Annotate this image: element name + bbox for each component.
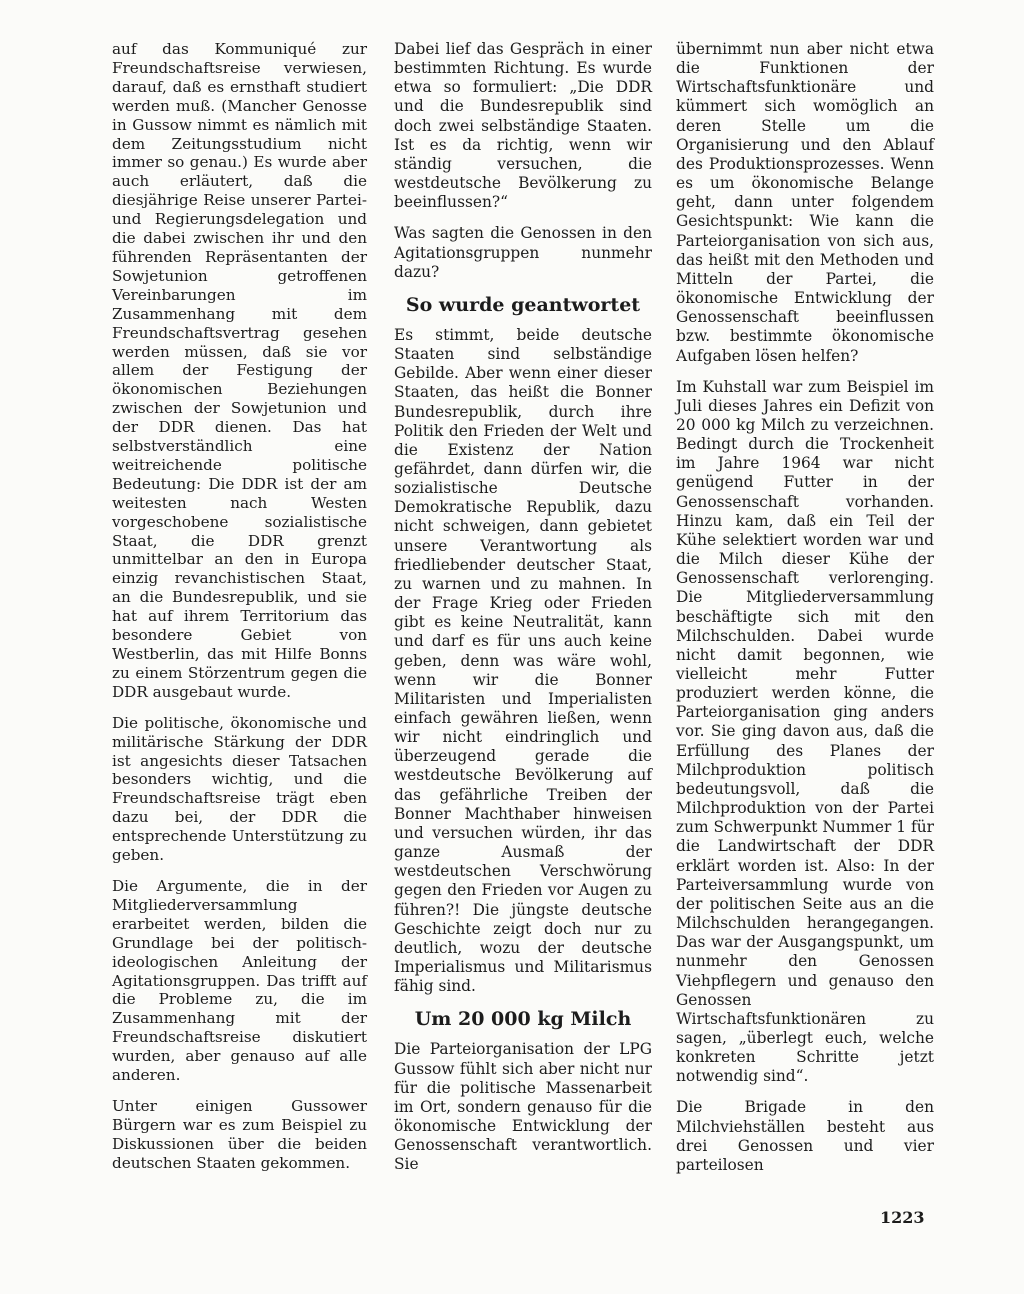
paragraph: Die Argumente, die in der Mitgliederversammlung erarbeitet werden, bilden die Grundlage bei der politisch-ideologischen Anleitung der Agitationsgruppen. Das trifft auf die Probleme zu, die im Zusammenhang mit der Freundschaftsreise diskutiert wurden, aber genauso auf alle anderen. bbox=[112, 876, 367, 1085]
section-heading: So wurde geantwortet bbox=[405, 293, 641, 316]
page-number: 1223 bbox=[880, 1208, 925, 1227]
paragraph: Was sagten die Genossen in den Agitationsgruppen nunmehr dazu? bbox=[394, 224, 652, 281]
paragraph: übernimmt nun aber nicht etwa die Funktionen der Wirtschaftsfunktionäre und kümmert sich womöglich an deren Stelle um die Organisierung und den Ablauf des Produktionsprozesses. Wenn es um ökonomische Belange geht, dann unter folgendem Gesichtspunkt: Wie kann die Parteiorganisation von sich aus, das heißt mit den Methoden und Mitteln der Partei, die ökonomische Entwicklung der Genossenschaft beeinflussen bzw. bestimmte ökonomische Aufgaben lösen helfen? bbox=[676, 40, 934, 365]
paragraph: auf das Kommuniqué zur Freundschaftsreise verwiesen, darauf, daß es ernsthaft studiert werden muß. (Mancher Genosse in Gussow nimmt es nämlich mit dem Zeitungsstudium nicht immer so genau.) Es wurde aber auch erläutert, daß die diesjährige Reise unserer Partei- und Regierungsdelegation und die dabei zwischen ihr und den führenden Repräsentanten der Sowjetunion getroffenen Vereinbarungen im Zusammenhang mit dem Freundschaftsvertrag gesehen werden müssen, daß sie vor allem der Festigung der ökonomischen Beziehungen zwischen der Sowjetunion und der DDR dienen. Das hat selbstverständlich eine weitreichende politische Bedeutung: Die DDR ist der am weitesten nach Westen vorgeschobene sozialistische Staat, die DDR grenzt unmittelbar an den in Europa einzig revanchistischen Staat, an die Bundesrepublik, und sie hat auf ihrem Territorium das besondere Gebiet von Westberlin, das mit Hilfe Bonns zu einem Störzentrum gegen die DDR ausgebaut wurde. bbox=[112, 40, 367, 701]
paragraph: Dabei lief das Gespräch in einer bestimmten Richtung. Es wurde etwa so formuliert: „Die DDR und die Bundesrepublik sind doch zwei selbständige Staaten. Ist es da richtig, wenn wir ständig versuchen, die westdeutsche Bevölkerung zu beeinflussen?“ bbox=[394, 40, 652, 212]
paragraph: Im Kuhstall war zum Beispiel im Juli dieses Jahres ein Defizit von 20 000 kg Milch zu verzeichnen. Bedingt durch die Trockenheit im Jahre 1964 war nicht genügend Futter in der Genossenschaft vorhanden. Hinzu kam, daß ein Teil der Kühe selektiert worden war und die Milch dieser Kühe der Genossenschaft verlorenging. Die Mitgliederversammlung beschäftigte sich mit den Milchschulden. Dabei wurde nicht damit begonnen, wie vielleicht mehr Futter produziert werden könne, die Parteiorganisation ging anders vor. Sie ging davon aus, daß die Erfüllung des Planes der Milchproduktion politisch bedeutungsvoll, daß die Milchproduktion von der Partei zum Schwerpunkt Nummer 1 für die Landwirtschaft der DDR erklärt worden ist. Also: In der Parteiversammlung wurde von der politischen Seite aus an die Milchschulden herangegangen. Das war der Ausgangspunkt, um nunmehr den Genossen Viehpflegern und genauso den Genossen Wirtschaftsfunktionären zu sagen, „überlegt euch, welche konkreten Schritte jetzt notwendig sind“. bbox=[676, 377, 934, 1086]
paragraph: Unter einigen Gussower Bürgern war es zum Beispiel zu Diskussionen über die beiden deutschen Staaten gekommen. bbox=[112, 1096, 367, 1172]
text-column-2 bbox=[394, 40, 652, 1186]
paragraph: Die politische, ökonomische und militärische Stärkung der DDR ist angesichts dieser Tatsachen besonders wichtig, und die Freundschaftsreise trägt eben dazu bei, der DDR die entsprechende Unterstützung zu geben. bbox=[112, 713, 367, 865]
paragraph: Die Parteiorganisation der LPG Gussow fühlt sich aber nicht nur für die politische Massenarbeit im Ort, sondern genauso für die ökonomische Entwicklung der Genossenschaft verantwortlich. Sie bbox=[394, 1040, 652, 1174]
paragraph: Die Brigade in den Milchviehställen besteht aus drei Genossen und vier parteilosen bbox=[676, 1098, 934, 1174]
text-column-3 bbox=[676, 40, 934, 1187]
text-column-1 bbox=[112, 40, 367, 1185]
paragraph: Es stimmt, beide deutsche Staaten sind selbständige Gebilde. Aber wenn einer dieser Staaten, das heißt die Bonner Bundesrepublik, durch ihre Politik den Frieden der Welt und die Existenz der Nation gefährdet, dann dürfen wir, die sozialistische Deutsche Demokratische Republik, dazu nicht schweigen, dann gebietet unsere Verantwortung als friedliebender deutscher Staat, zu warnen und zu mahnen. In der Frage Krieg oder Frieden gibt es keine Neutralität, kann und darf es für uns auch keine geben, denn was wäre wohl, wenn wir die Bonner Militaristen und Imperialisten einfach gewähren ließen, wenn wir nicht eindringlich und überzeugend gerade die westdeutsche Bevölkerung auf das gefährliche Treiben der Bonner Machthaber hinweisen und versuchen würden, ihr das ganze Ausmaß der westdeutschen Verschwörung gegen den Frieden vor Augen zu führen?! Die jüngste deutsche Geschichte zeigt doch nur zu deutlich, wozu der deutsche Imperialismus und Militarismus fähig sind. bbox=[394, 325, 652, 996]
section-heading: Um 20 000 kg Milch bbox=[414, 1008, 632, 1031]
